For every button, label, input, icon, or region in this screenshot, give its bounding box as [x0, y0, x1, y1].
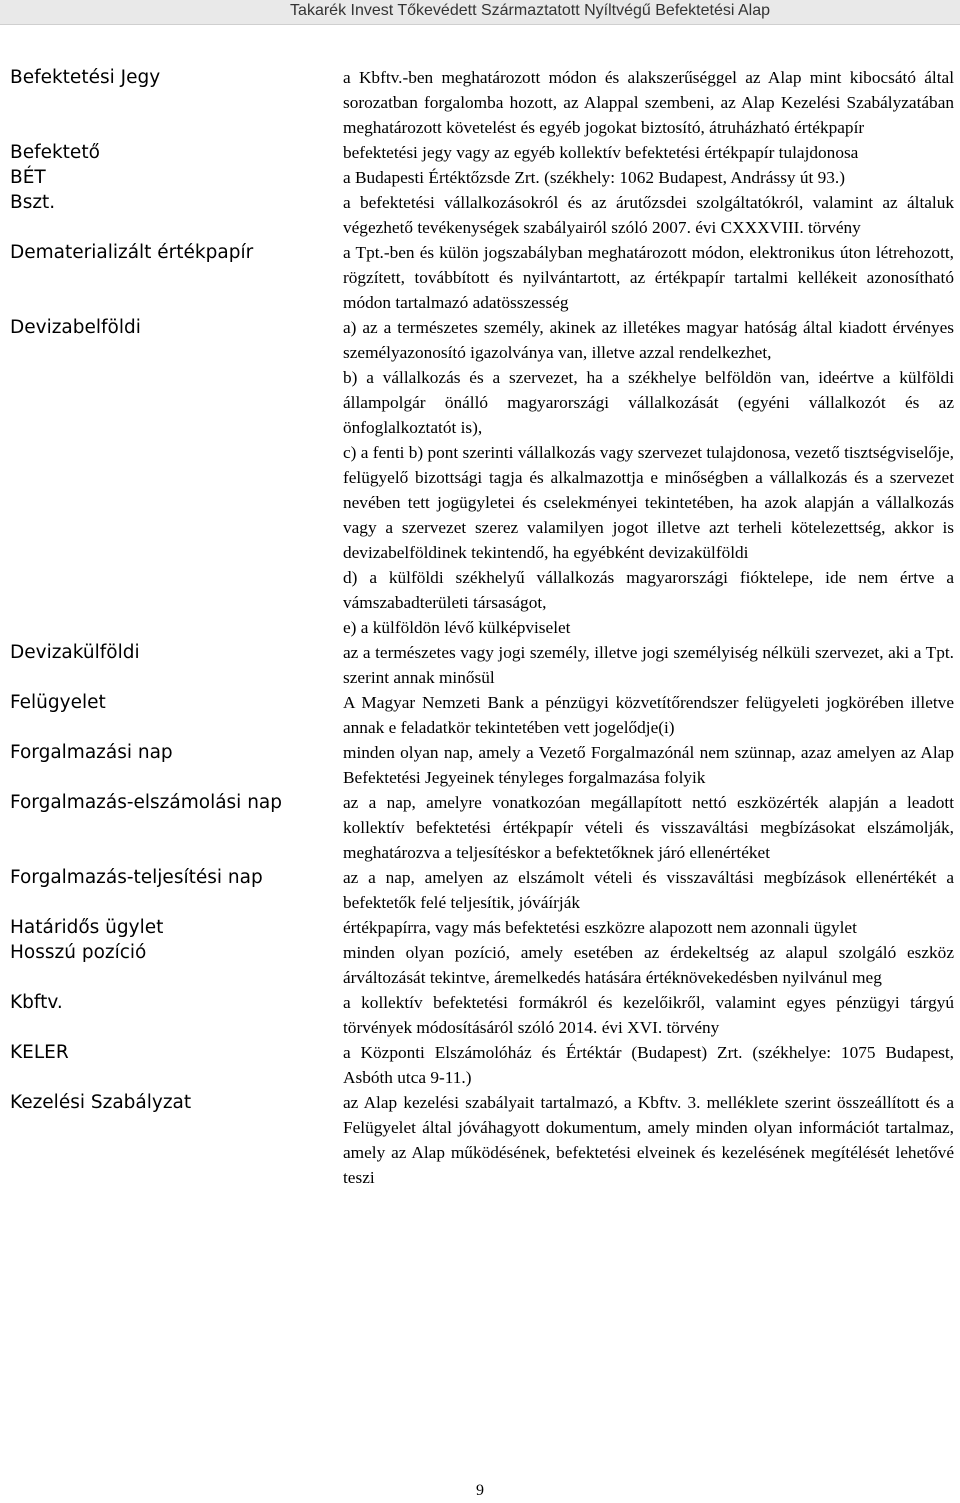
glossary-term: Befektető — [10, 142, 100, 163]
glossary-definition — [343, 640, 954, 690]
glossary-definition — [343, 690, 954, 740]
definition-paragraph: az a természetes vagy jogi személy, illetve jogi személyiség nélküli szervezet, aki a Tpt. szerint annak minősül — [343, 643, 954, 687]
glossary-row — [10, 865, 954, 915]
page-number: 9 — [476, 1482, 484, 1499]
glossary-term: Felügyelet — [10, 692, 106, 713]
glossary-definition — [343, 990, 954, 1040]
definition-paragraph: a) az a természetes személy, akinek az illetékes magyar hatóság által kiadott érvényes személyazonosító igazolványa van, illetve azzal rendelkezhet, — [343, 318, 954, 362]
glossary-definition — [343, 1090, 954, 1190]
definition-paragraph: b) a vállalkozás és a szervezet, ha a székhelye belföldön van, ideértve a külföldi állampolgár önálló magyarországi vállalkozását (egyéni vállalkozót és az önfoglalkoztatót is), — [343, 368, 954, 437]
definition-paragraph: az a nap, amelyen az elszámolt vételi és visszaváltási megbízások ellenértékét a befektetők felé teljesítik, jóváírják — [343, 868, 954, 912]
glossary-definition — [343, 940, 954, 990]
definition-paragraph: minden olyan pozíció, amely esetében az érdekeltség az alapul szolgáló eszköz árváltozását tekintve, áremelkedés hatására értéknövekedésben nyilvánul meg — [343, 943, 954, 987]
glossary-table — [10, 65, 954, 1190]
glossary-term: Forgalmazás-teljesítési nap — [10, 867, 263, 888]
definition-paragraph: az a nap, amelyre vonatkozóan megállapított nettó eszközérték alapján a leadott kollektív befektetési értékpapír vételi és visszaváltási megbízásokat elszámolják, meghatározva a teljesítéskor a befektetőknek járó ellenértéket — [343, 793, 954, 862]
glossary-term: BÉT — [10, 167, 46, 188]
glossary-row — [10, 790, 954, 865]
running-header — [0, 0, 960, 25]
glossary-row — [10, 740, 954, 790]
definition-paragraph: a Kbftv.-ben meghatározott módon és alakszerűséggel az Alap mint kibocsátó által sorozatban forgalomba hozott, az Alappal szembeni, az Alap Kezelési Szabályzatában meghatározott követelést és egyéb jogokat biztosító, átruházható értékpapír — [343, 68, 954, 137]
document-title: Takarék Invest Tőkevédett Származtatott Nyíltvégű Befektetési Alap — [290, 2, 770, 19]
glossary-row — [10, 315, 954, 640]
definition-paragraph: befektetési jegy vagy az egyéb kollektív befektetési értékpapír tulajdonosa — [343, 143, 859, 162]
glossary-term: Kezelési Szabályzat — [10, 1092, 192, 1113]
definition-paragraph: az Alap kezelési szabályait tartalmazó, a Kbftv. 3. melléklete szerint összeállított és a Felügyelet által jóváhagyott dokumentum, amely minden olyan információt tartalmaz, amely az Alap működésének, befektetési elveinek és kezelésének megítélését lehetővé teszi — [343, 1093, 954, 1187]
glossary-term: Bszt. — [10, 192, 56, 213]
definition-paragraph: a Tpt.-ben és külön jogszabályban meghatározott módon, elektronikus úton létrehozott, rögzített, továbbított és nyilvántartott, az értékpapír tartalmi kellékeit azonosítható módon tartalmazó adatösszesség — [343, 243, 954, 312]
glossary-definition — [343, 65, 954, 140]
glossary-row — [10, 165, 954, 190]
glossary-term: Dematerializált értékpapír — [10, 242, 254, 263]
glossary-row — [10, 140, 954, 165]
definition-paragraph: a Budapesti Értéktőzsde Zrt. (székhely: 1062 Budapest, Andrássy út 93.) — [343, 168, 846, 187]
glossary-definition — [343, 790, 954, 865]
glossary-term: Forgalmazás-elszámolási nap — [10, 792, 283, 813]
glossary-definition — [343, 865, 954, 915]
definition-paragraph: értékpapírra, vagy más befektetési eszközre alapozott nem azonnali ügylet — [343, 918, 857, 937]
definition-paragraph: minden olyan nap, amely a Vezető Forgalmazónál nem szünnap, azaz amelyen az Alap Befektetési Jegyeinek tényleges forgalmazása folyik — [343, 743, 954, 787]
definition-paragraph: a Központi Elszámolóház és Értéktár (Budapest) Zrt. (székhelye: 1075 Budapest, Asbóth utca 9-11.) — [343, 1043, 954, 1087]
glossary-definition — [343, 140, 954, 165]
glossary-term: KELER — [10, 1042, 69, 1063]
glossary-definition — [343, 315, 954, 640]
definition-paragraph: d) a külföldi székhelyű vállalkozás magyarországi fióktelepe, ide nem értve a vámszabadterületi társaságot, — [343, 568, 954, 612]
definition-paragraph: a kollektív befektetési formákról és kezelőikről, valamint egyes pénzügyi tárgyú törvények módosításáról szóló 2014. évi XVI. törvény — [343, 993, 954, 1037]
glossary-row — [10, 65, 954, 140]
glossary-term: Kbftv. — [10, 992, 63, 1013]
definition-paragraph: c) a fenti b) pont szerinti vállalkozás vagy szervezet tulajdonosa, vezető tisztségviselője, felügyelő bizottsági tagja és alkalmazottja e minőségben a vállalkozás és a szervezet nevében tett jogügyletei és cselekményei tekintetében, ha azok alapján a vállalkozás vagy a szervezet szerez valamilyen jogot illetve azt terheli kötelezettség, akkor is devizabelföldinek tekintendő, ha egyébként devizakülföldi — [343, 443, 954, 562]
glossary-term: Devizakülföldi — [10, 642, 140, 663]
glossary-row — [10, 915, 954, 940]
glossary-definition — [343, 740, 954, 790]
glossary-row — [10, 1090, 954, 1190]
glossary-term: Határidős ügylet — [10, 917, 164, 938]
glossary-term: Hosszú pozíció — [10, 942, 147, 963]
glossary-definition — [343, 165, 954, 190]
glossary-definition — [343, 1040, 954, 1090]
definition-paragraph: a befektetési vállalkozásokról és az árutőzsdei szolgáltatókról, valamint az általuk végezhető tevékenységek szabályairól szóló 2007. évi CXXXVIII. törvény — [343, 193, 954, 237]
glossary-row — [10, 690, 954, 740]
glossary-definition — [343, 915, 954, 940]
glossary-definition — [343, 240, 954, 315]
definition-paragraph: e) a külföldön lévő külképviselet — [343, 618, 571, 637]
glossary-row — [10, 190, 954, 240]
glossary-row — [10, 1040, 954, 1090]
glossary-row — [10, 940, 954, 990]
glossary-term: Forgalmazási nap — [10, 742, 173, 763]
glossary-term: Befektetési Jegy — [10, 67, 161, 88]
glossary-term: Devizabelföldi — [10, 317, 141, 338]
glossary-row — [10, 640, 954, 690]
definition-paragraph: A Magyar Nemzeti Bank a pénzügyi közvetítőrendszer felügyeleti jogkörében illetve annak e feladatkör tekintetében vett jogelődje(i) — [343, 693, 954, 737]
glossary-row — [10, 990, 954, 1040]
glossary-row — [10, 240, 954, 315]
glossary-definition — [343, 190, 954, 240]
